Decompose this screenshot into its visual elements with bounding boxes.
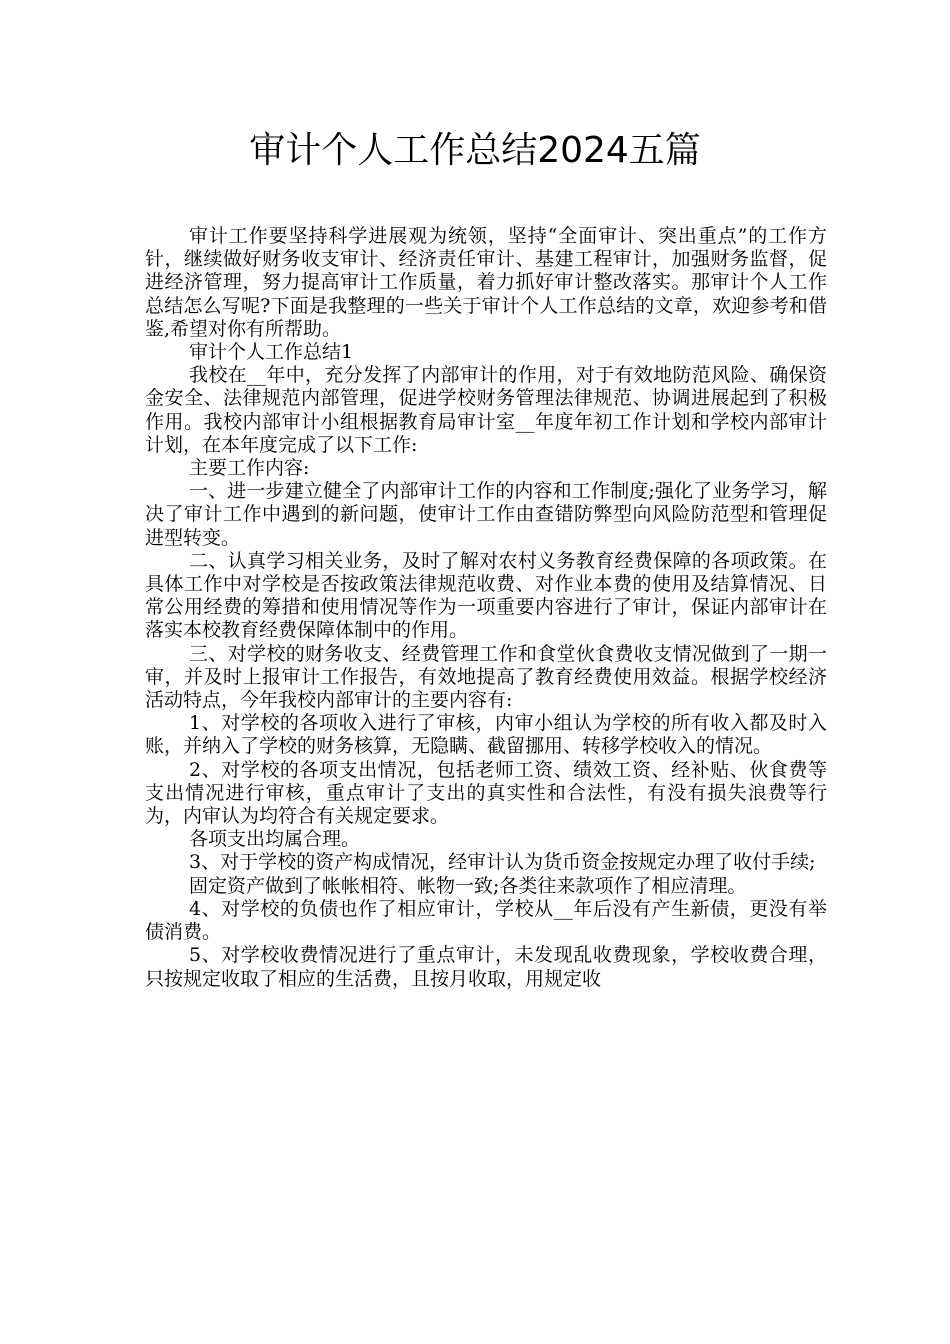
list-item: 3、对于学校的资产构成情况，经审计认为货币资金按规定办理了收付手续; [189,851,816,874]
paragraph: 各项支出均属合理。 [189,828,361,851]
section-heading: 审计个人工作总结1 [189,341,354,364]
document-title: 审计个人工作总结2024五篇 [249,130,701,171]
list-item: 1、对学校的各项收入进行了审核，内审小组认为学校的所有收入都及时入账，并纳入了学校的财务核算，无隐瞒、截留挪用、转移学校收入的情况。 [145,712,827,758]
list-item: 4、对学校的负债也作了相应审计，学校从__年后没有产生新债，更没有举债消费。 [145,897,827,944]
document-body [145,225,827,991]
paragraph: 固定资产做到了帐帐相符、帐物一致;各类往来款项作了相应清理。 [189,874,747,897]
paragraph: 二、认真学习相关业务，及时了解对农村义务教育经费保障的各项政策。在具体工作中对学校是否按政策法律规范收费、对作业本费的使用及结算情况、日常公用经费的筹措和使用情况等作为一项重要内容进行了审计，保证内部审计在落实本校教育经费保障体制中的作用。 [145,549,827,642]
paragraph: 一、进一步建立健全了内部审计工作的内容和工作制度;强化了业务学习，解决了审计工作中遇到的新问题，使审计工作由查错防弊型向风险防范型和管理促进型转变。 [145,480,827,549]
paragraph-intro: 审计工作要坚持科学进展观为统领，坚持“全面审计、突出重点”的工作方针，继续做好财务收支审计、经济责任审计、基建工程审计，加强财务监督，促进经济管理，努力提高审计工作质量，着力抓好审计整改落实。那审计个人工作总结怎么写呢?下面是我整理的一些关于审计个人工作总结的文章，欢迎参考和借鉴,希望对你有所帮助。 [145,225,827,340]
subheading: 主要工作内容: [189,457,310,480]
list-item: 2、对学校的各项支出情况，包括老师工资、绩效工资、经补贴、伙食费等支出情况进行审核，重点审计了支出的真实性和合法性，有没有损失浪费等行为，内审认为均符合有关规定要求。 [145,758,827,828]
paragraph: 我校在__年中，充分发挥了内部审计的作用，对于有效地防范风险、确保资金安全、法律规范内部管理，促进学校财务管理法律规范、协调进展起到了积极作用。我校内部审计小组根据教育局审计室__年度年初工作计划和学校内部审计计划，在本年度完成了以下工作: [145,364,827,456]
list-item: 5、对学校收费情况进行了重点审计，未发现乱收费现象，学校收费合理，只按规定收取了相应的生活费，且按月收取，用规定收 [145,944,827,990]
paragraph: 三、对学校的财务收支、经费管理工作和食堂伙食费收支情况做到了一期一审，并及时上报审计工作报告，有效地提高了教育经费使用效益。根据学校经济活动特点，今年我校内部审计的主要内容有: [145,642,827,712]
